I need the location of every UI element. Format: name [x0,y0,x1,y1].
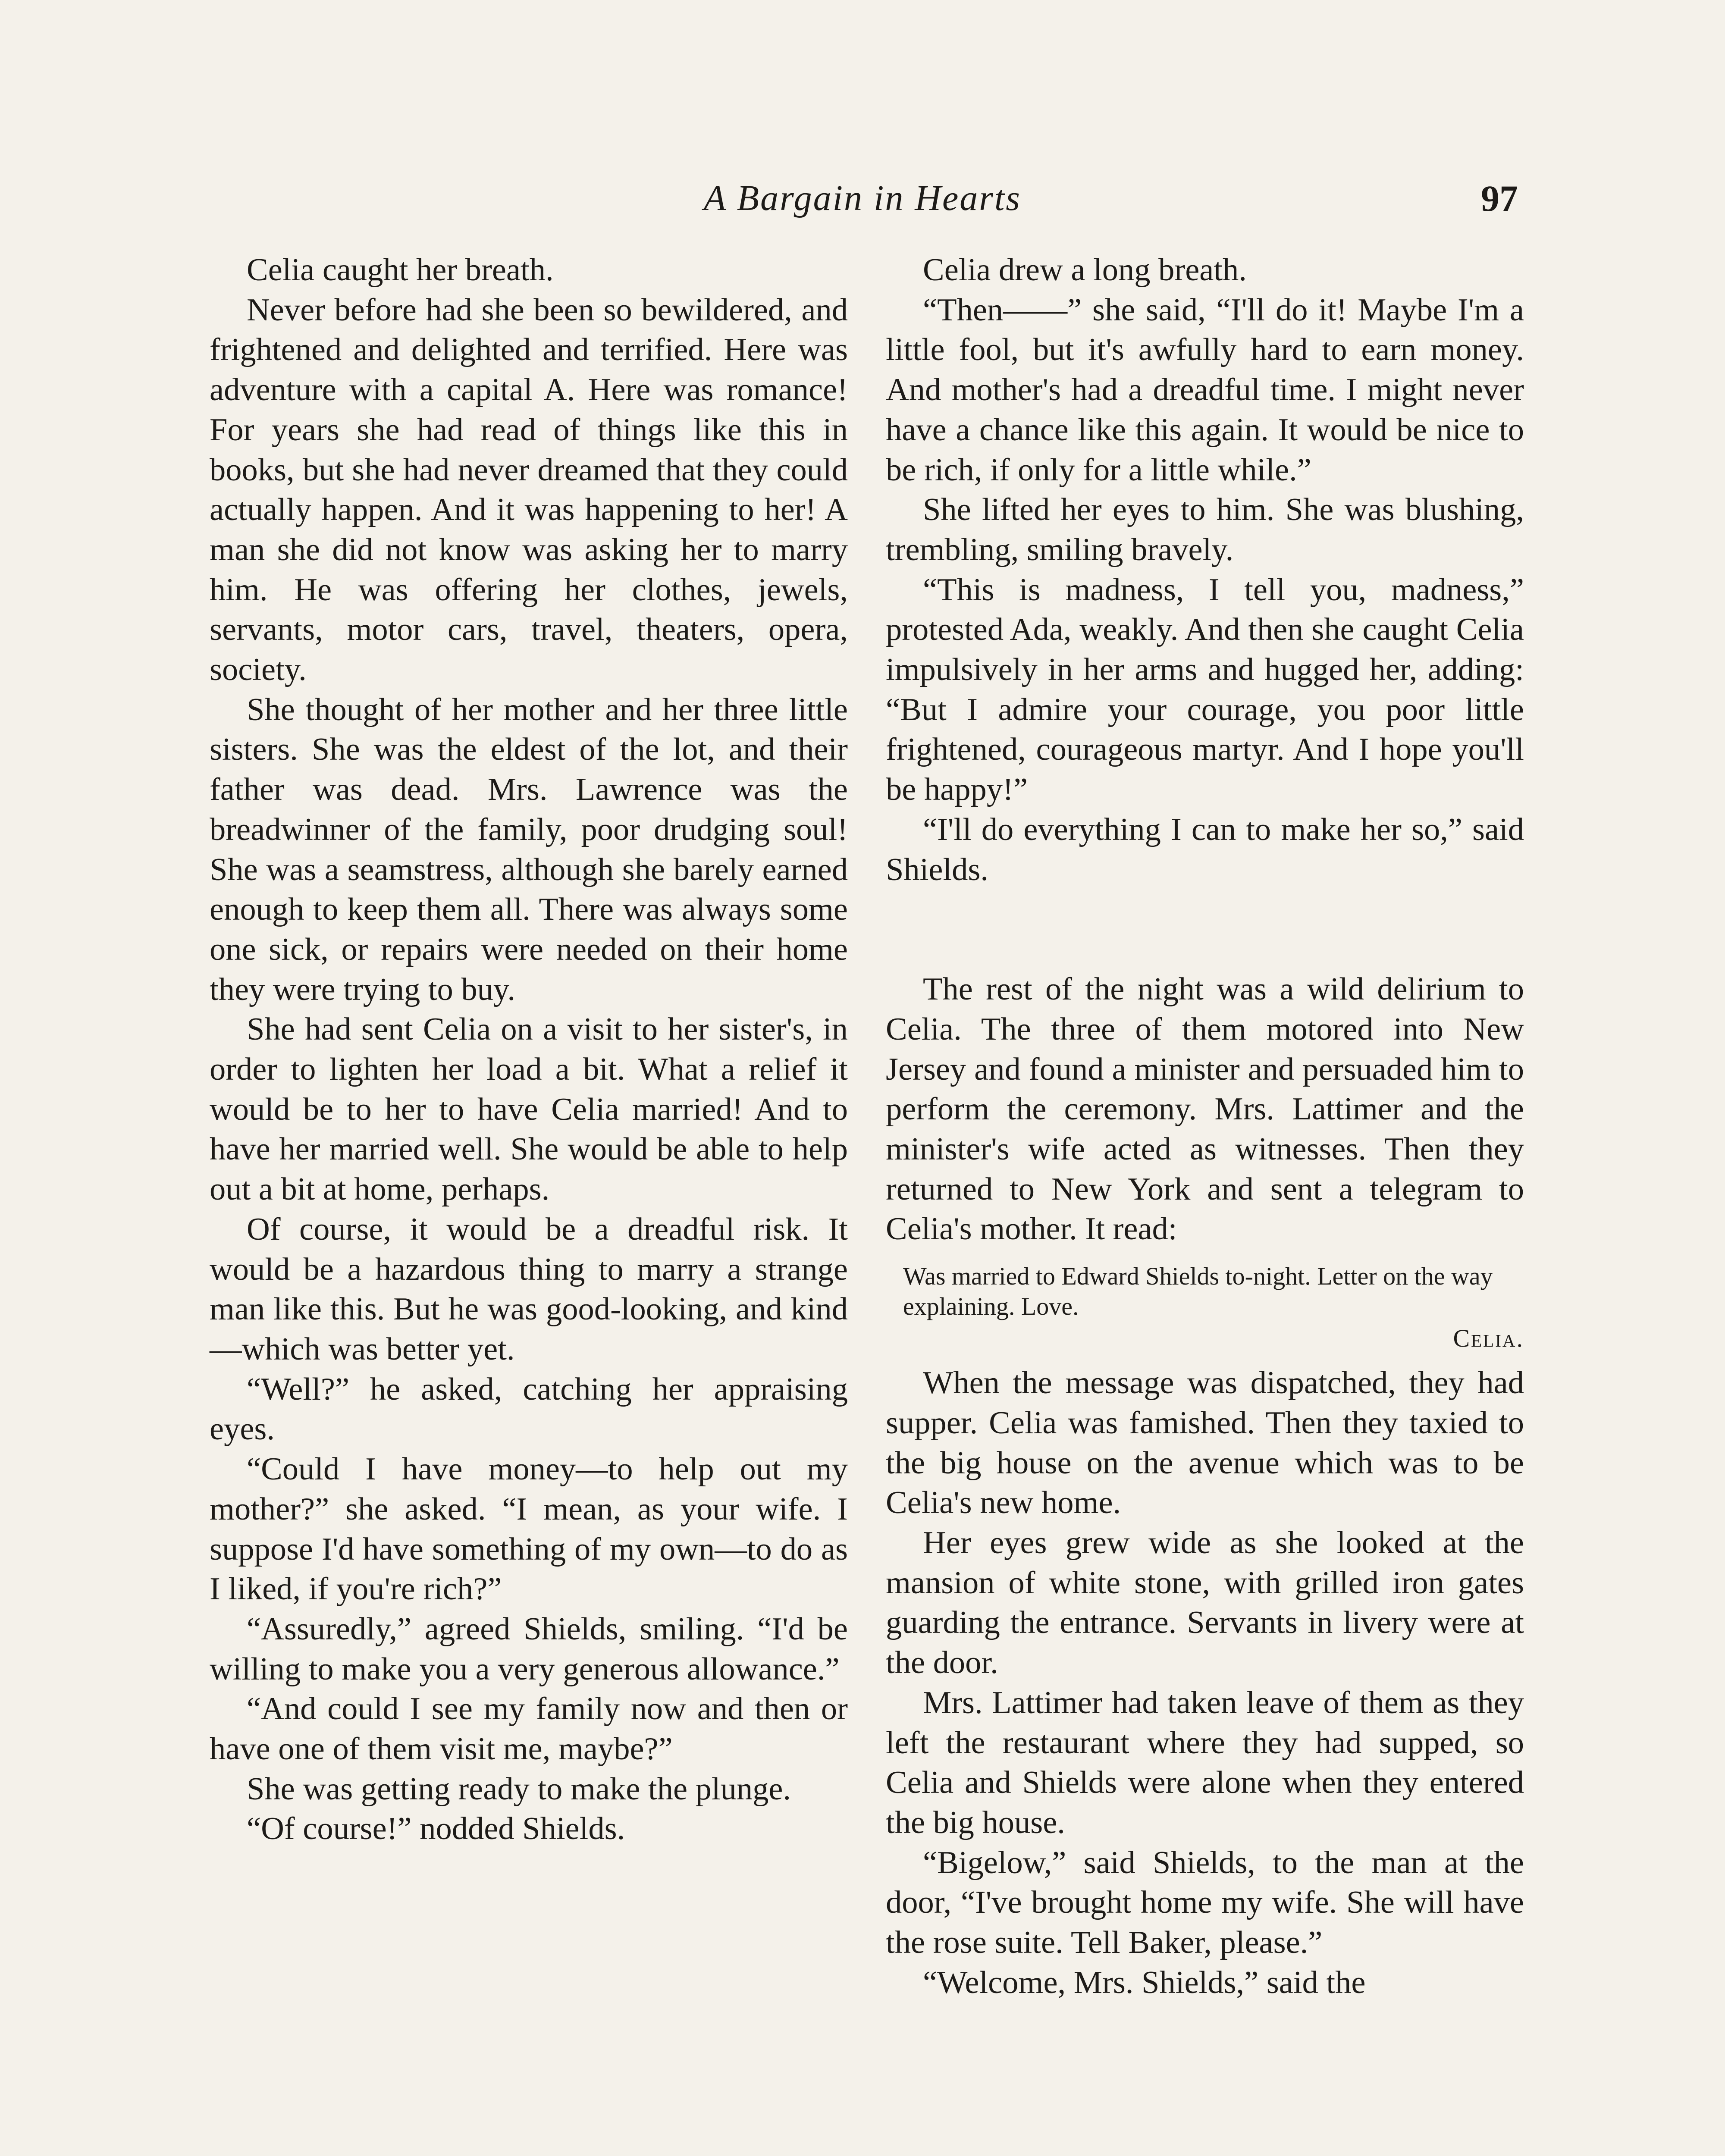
telegram-text [903,1261,1524,1354]
right-column [886,250,1524,2002]
paragraph: “I'll do everything I can to make her so,” said Shields. [886,812,1524,887]
paragraph: “Assuredly,” agreed Shields, smiling. “I'd be willing to make you a very generous allowance.” [210,1611,848,1687]
paragraph: When the message was dispatched, they had supper. Celia was famished. Then they taxied to the big house on the avenue which was to be Celia's new home. [886,1365,1524,1521]
paragraph: She was getting ready to make the plunge. [247,1771,791,1807]
running-title: A Bargain in Hearts [703,178,1021,218]
paragraph: “And could I see my family now and then or have one of them visit me, maybe?” [210,1691,848,1767]
paragraph: “Bigelow,” said Shields, to the man at the door, “I've brought home my wife. She will have the rose suite. Tell Baker, please.” [886,1845,1524,1961]
paragraph: Celia caught her breath. [247,252,554,288]
page-number: 97 [1481,178,1518,219]
paragraph: Celia drew a long breath. [923,252,1247,288]
paragraph: Of course, it would be a dreadful risk. It would be a hazardous thing to marry a strange man like this. But he was good-looking, and kind—which was better yet. [210,1211,848,1367]
paragraph: “Then——” she said, “I'll do it! Maybe I'm a little fool, but it's awfully hard to earn money. And mother's had a dreadful time. I might never have a chance like this again. It would be nice to be rich, if only for a little while.” [886,292,1524,488]
paragraph: “Well?” he asked, catching her appraising eyes. [210,1371,848,1447]
paragraph: “Of course!” nodded Shields. [247,1811,625,1847]
paragraph: She lifted her eyes to him. She was blushing, trembling, smiling bravely. [886,492,1524,567]
paragraph: Her eyes grew wide as she looked at the mansion of white stone, with grilled iron gates guarding the entrance. Servants in livery were at the door. [886,1525,1524,1681]
telegram-signature: Celia. [1453,1324,1524,1353]
paragraph: She had sent Celia on a visit to her sister's, in order to lighten her load a bit. What a relief it would be to her to have Celia married! And to have her married well. She would be able to help out a bit at home, perhaps. [210,1012,848,1207]
paragraph: She thought of her mother and her three little sisters. She was the eldest of the lot, and their father was dead. Mrs. Lawrence was the breadwinner of the family, poor drudging soul! She was a seamstress, although she barely earned enough to keep them all. There was always some one sick, or repairs were needed on their home they were trying to buy. [210,692,848,1007]
paragraph: Mrs. Lattimer had taken leave of them as they left the restaurant where they had supped, so Celia and Shields were alone when they entered the big house. [886,1685,1524,1840]
paragraph: “Welcome, Mrs. Shields,” said the [923,1965,1366,2000]
section-break [886,890,1524,969]
paragraph: “Could I have money—to help out my mother?” she asked. “I mean, as your wife. I suppose I'd have something of my own—to do as I liked, if you're rich?” [210,1451,848,1607]
running-head [207,175,1518,222]
paragraph: Never before had she been so bewildered, and frightened and delighted and terrified. Here was adventure with a capital A. Here was romance! For years she had read of things like this in books, but she had never dreamed that they could actually happen. And it was happening to her! A man she did not know was asking her to marry him. He was offering her clothes, jewels, servants, motor cars, travel, theaters, opera, society. [210,292,848,688]
left-column [210,250,848,1849]
telegram-body: Was married to Edward Shields to-night. Letter on the way explaining. Love. [903,1262,1493,1321]
paragraph: The rest of the night was a wild delirium to Celia. The three of them motored into New Jersey and found a minister and persuaded him to perform the ceremony. Mrs. Lattimer and the minister's wife acted as witnesses. Then they returned to New York and sent a telegram to Celia's mother. It read: [886,971,1524,1247]
paragraph: “This is madness, I tell you, madness,” protested Ada, weakly. And then she caught Celia impulsively in her arms and hugged her, adding: “But I admire your courage, you poor little frightened, courageous martyr. And I hope you'll be happy!” [886,572,1524,808]
